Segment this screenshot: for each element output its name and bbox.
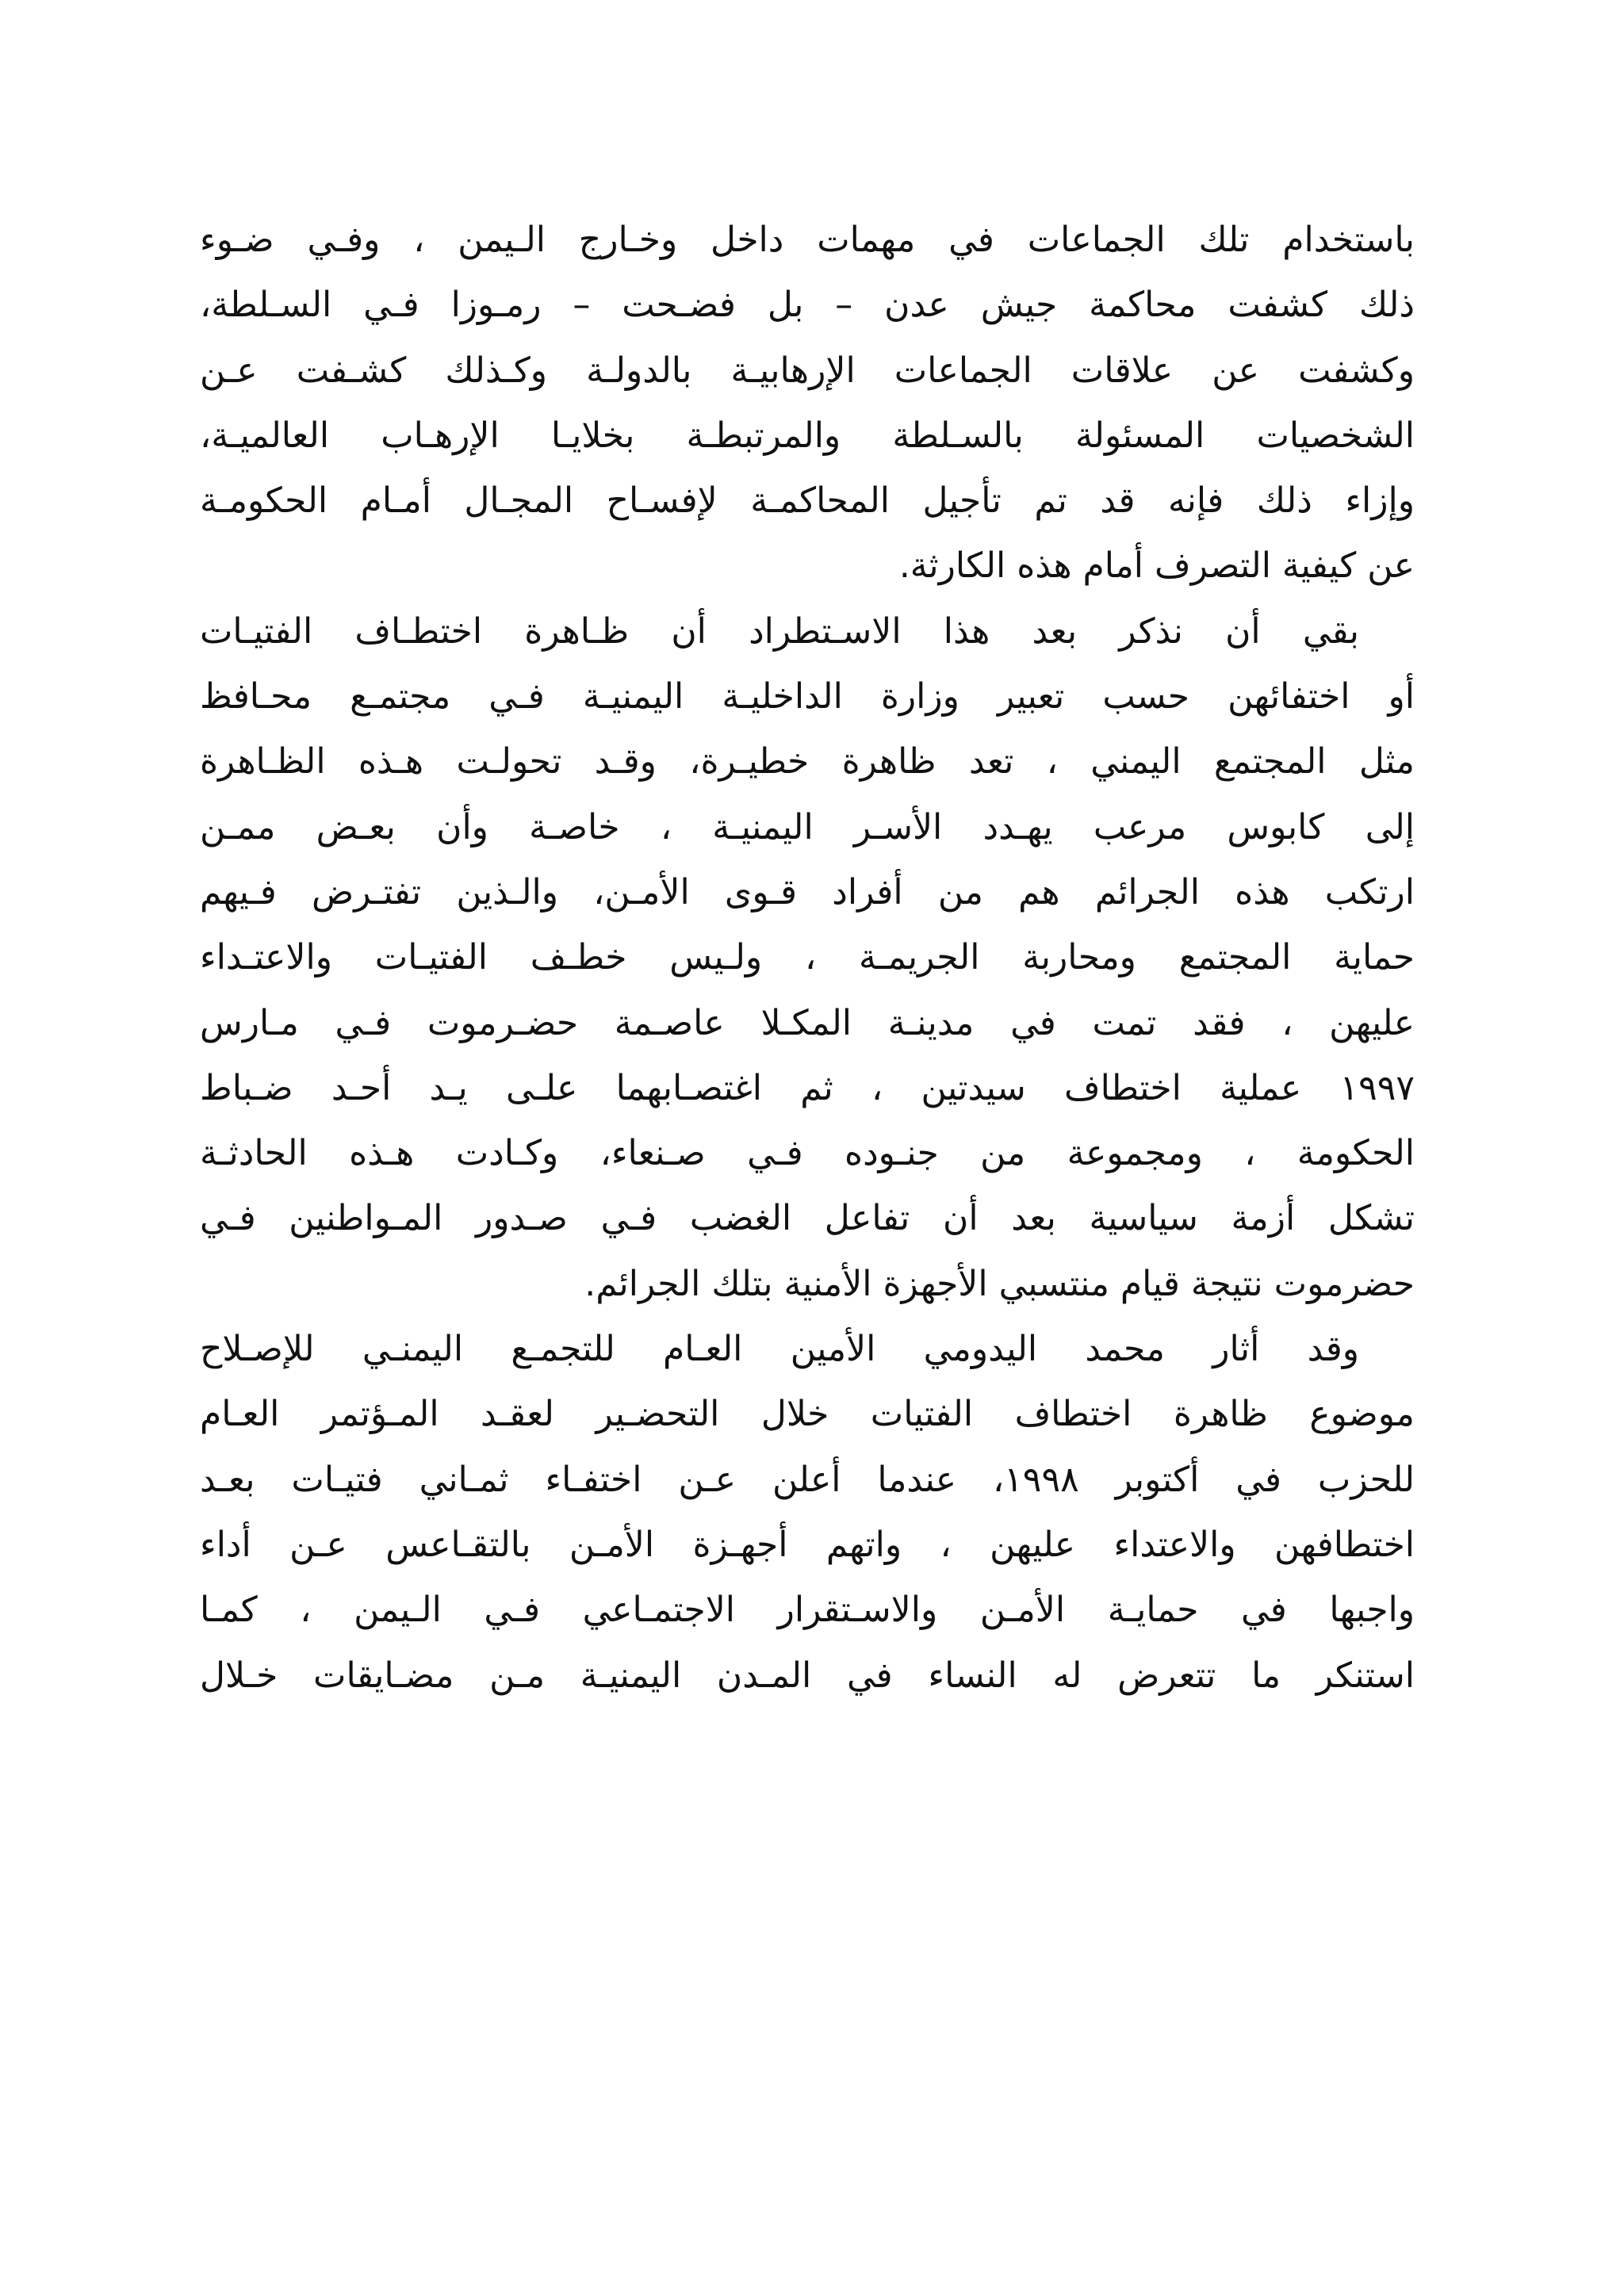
text-line: أو اختفائهن حسب تعبير وزارة الداخليـة اليمنيـة فـي مجتمـع محـافظ [200,676,1415,718]
text-line: إلى كابوس مرعب يهـدد الأسـر اليمنيـة ، خاصـة وأن بعـض ممـن [200,806,1415,848]
text-line: حماية المجتمع ومحاربة الجريمـة ، ولـيس خطـف الفتيـات والاعتـداء [200,937,1415,978]
text-line: اختطافهن والاعتداء عليهن ، واتهم أجهـزة الأمـن بالتقـاعس عـن أداء [200,1524,1415,1565]
text-line: تشكل أزمة سياسية بعد أن تفاعل الغضب فـي صـدور المـواطنين فـي [200,1198,1415,1239]
text-line: وقد أثار محمد اليدومي الأمين العـام للتجمـع اليمنـي للإصـلاح [200,1329,1359,1370]
text-line: عن كيفية التصرف أمام هذه الكارثة. [898,545,1415,587]
text-line: ذلك كشفت محاكمة جيش عدن – بل فضـحت – رمـوزا فـي السـلطة، [200,285,1415,326]
text-line: الحكومة ، ومجموعة من جنـوده فـي صـنعاء، وكـادت هـذه الحادثـة [200,1133,1415,1174]
text-line: واجبها في حمايـة الأمـن والاسـتقرار الاجتمـاعي فـي الـيمن ، كمـا [200,1590,1415,1631]
text-line: حضرموت نتيجة قيام منتسبي الأجهزة الأمنية بتلك الجرائم. [584,1263,1415,1304]
text-line: مثل المجتمع اليمني ، تعد ظاهرة خطيـرة، وقـد تحولـت هـذه الظـاهرة [200,741,1415,783]
text-line: موضوع ظاهرة اختطاف الفتيات خلال التحضـير لعقـد المـؤتمر العـام [200,1394,1415,1435]
text-line: ارتكب هذه الجرائم هم من أفراد قـوى الأمـن، والـذين تفتـرض فـيهم [200,871,1415,913]
text-line: وكشفت عن علاقات الجماعات الإرهابيـة بالدولـة وكـذلك كشـفت عـن [200,350,1415,391]
text-line: عليهن ، فقد تمت في مدينـة المكـلا عاصـمة حضـرموت فـي مـارس [200,1002,1415,1043]
text-line: استنكر ما تتعرض له النساء في المـدن اليمنيـة مـن مضـايقات خـلال [200,1655,1415,1696]
text-line: بقي أن نذكر بعد هذا الاسـتطراد أن ظـاهرة اختطـاف الفتيـات [200,610,1359,652]
body-text [200,208,1415,1709]
text-line: وإزاء ذلك فإنه قد تم تأجيل المحاكمـة لإفسـاح المجـال أمـام الحكومـة [200,480,1415,522]
text-line: باستخدام تلك الجماعات في مهمات داخل وخـارج الـيمن ، وفـي ضـوء [200,220,1415,260]
text-line: للحزب في أكتوبر ١٩٩٨، عندما أعلن عـن اختفـاء ثمـاني فتيـات بعـد [200,1459,1415,1500]
text-line: الشخصيات المسئولة بالسـلطة والمرتبطـة بخلايـا الإرهـاب العالميـة، [200,415,1415,456]
text-line: ١٩٩٧ عملية اختطاف سيدتين ، ثم اغتصـابهما علـى يـد أحـد ضـباط [200,1067,1415,1108]
